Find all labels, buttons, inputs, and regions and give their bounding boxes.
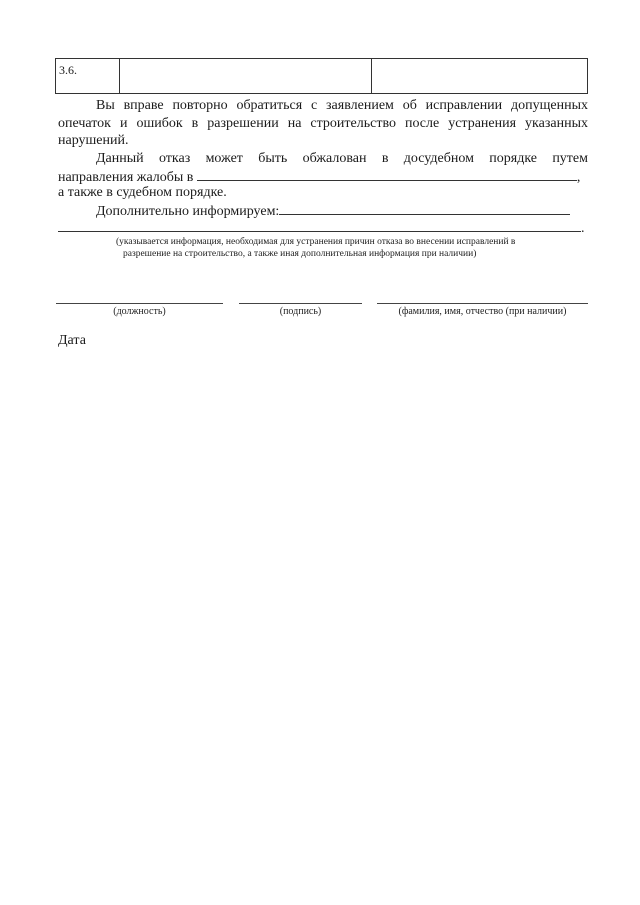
complaint-suffix: , bbox=[576, 170, 581, 185]
complaint-authority-field[interactable] bbox=[197, 167, 577, 181]
paragraph-1-line-1: Вы вправе повторно обратиться с заявлением об исправлении допущенных bbox=[96, 98, 588, 113]
full-name-label: (фамилия, имя, отчество (при наличии) bbox=[398, 306, 567, 317]
additional-info-label: Дополнительно информируем: bbox=[96, 204, 280, 219]
paragraph-1-line-3: нарушений. bbox=[58, 133, 129, 148]
paragraph-2-line-1: Данный отказ может быть обжалован в досудебном порядке путем bbox=[96, 151, 588, 166]
row-number-cell: 3.6. bbox=[56, 59, 120, 93]
table-row bbox=[55, 58, 588, 94]
signature-line[interactable] bbox=[239, 303, 362, 304]
hint-line-1: (указывается информация, необходимая для устранения причин отказа во внесении исправлений в bbox=[116, 237, 516, 247]
table-cell-3 bbox=[372, 59, 587, 93]
paragraph-2-line-3: а также в судебном порядке. bbox=[58, 185, 227, 200]
table-cell-2 bbox=[120, 59, 372, 93]
position-label: (должность) bbox=[113, 306, 166, 317]
signature-label: (подпись) bbox=[279, 306, 322, 317]
paragraph-1-line-2: опечаток и ошибок в разрешении на строительство после устранения указанных bbox=[58, 116, 588, 131]
position-line[interactable] bbox=[56, 303, 223, 304]
additional-info-end: . bbox=[581, 221, 585, 236]
date-label: Дата bbox=[58, 333, 86, 348]
complaint-prefix: направления жалобы в bbox=[58, 170, 194, 185]
full-name-line[interactable] bbox=[377, 303, 588, 304]
paragraph-3-line-2 bbox=[58, 218, 588, 237]
additional-info-field-2[interactable] bbox=[58, 218, 581, 232]
hint-line-2: разрешение на строительство, а также иная дополнительная информация при наличии) bbox=[123, 249, 477, 259]
additional-info-field-1[interactable] bbox=[279, 201, 570, 215]
